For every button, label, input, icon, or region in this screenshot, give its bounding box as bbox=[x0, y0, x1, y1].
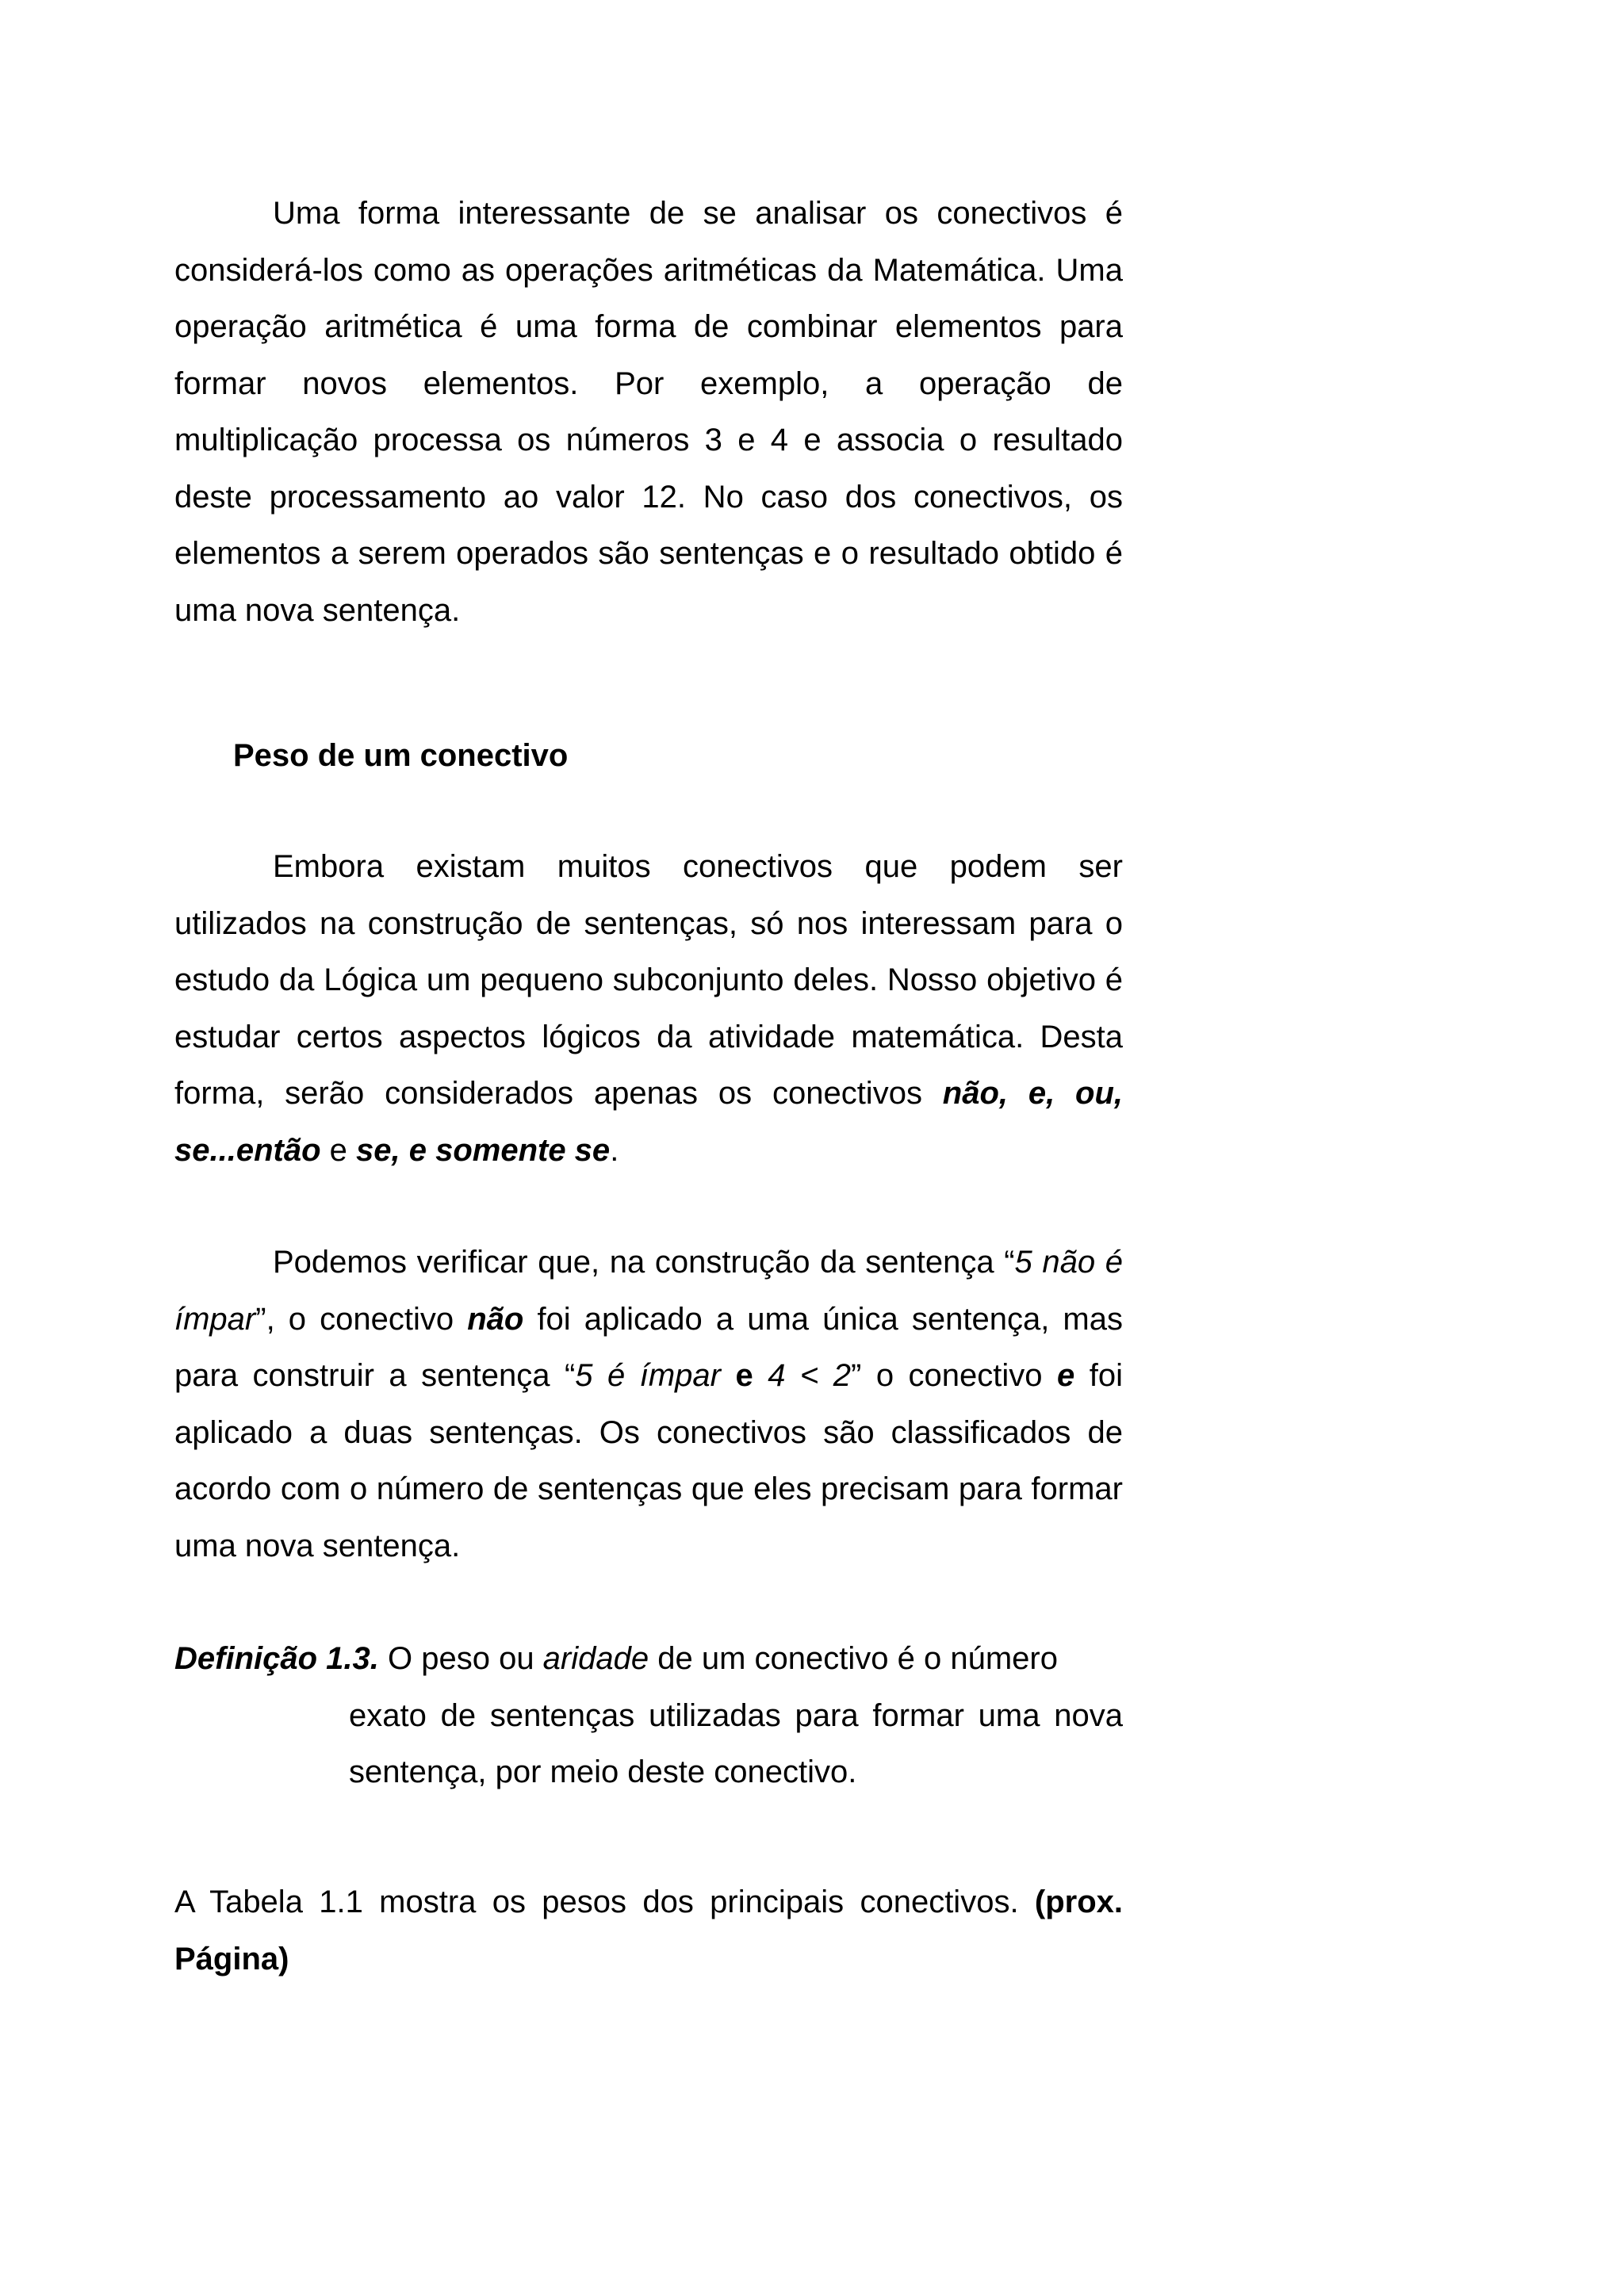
text-run: . bbox=[610, 1132, 619, 1168]
text-run: O peso ou bbox=[378, 1641, 543, 1676]
text-run: foi aplicado a duas sentenças. Os conectivos são classificados de acordo com o número de sentenças que eles precisam para formar uma nova sentença. bbox=[174, 1358, 1123, 1563]
paragraph-table-reference bbox=[174, 1874, 1123, 1988]
emphasis-e: e bbox=[1057, 1358, 1075, 1393]
text-run: de um conectivo é o número bbox=[649, 1641, 1058, 1676]
text-run bbox=[721, 1358, 735, 1393]
emphasis-nao: não bbox=[467, 1301, 524, 1337]
italic-sentence: 5 é ímpar bbox=[575, 1358, 721, 1393]
text-run: A Tabela 1.1 mostra os pesos dos principais conectivos. bbox=[174, 1885, 1035, 1919]
paragraph-text bbox=[174, 1234, 1123, 1575]
paragraph-text bbox=[174, 839, 1123, 1179]
text-run: e bbox=[320, 1132, 356, 1168]
paragraph-text bbox=[174, 1874, 1123, 1988]
text-run: ” o conectivo bbox=[851, 1358, 1058, 1393]
text-run: Podemos verificar que, na construção da sentença “ bbox=[273, 1245, 1015, 1280]
next-page-note: (prox. Página) bbox=[174, 1885, 1123, 1976]
bold-connective-e: e bbox=[735, 1358, 753, 1393]
paragraph-connectives-as-operations bbox=[174, 186, 1123, 639]
italic-sentence: 4 < 2 bbox=[768, 1358, 852, 1393]
paragraph-connective-example bbox=[174, 1234, 1123, 1575]
paragraph-connectives-of-interest bbox=[174, 839, 1123, 1179]
definition-block bbox=[174, 1631, 1123, 1801]
definition-label: Definição 1.3. bbox=[174, 1641, 379, 1676]
text-run: ”, o conectivo bbox=[255, 1301, 468, 1337]
italic-term-aridade: aridade bbox=[542, 1641, 649, 1676]
definition-first-line bbox=[174, 1631, 1123, 1688]
definition-continuation: exato de sentenças utilizadas para formar uma nova sentença, por meio deste conectivo. bbox=[349, 1697, 1123, 1789]
text-run bbox=[753, 1358, 768, 1393]
emphasis-connectives: não, e, ou, se...então bbox=[174, 1076, 1123, 1168]
paragraph-text: Uma forma interessante de se analisar os conectivos é considerá-los como as operações aritméticas da Matemática. Uma operação aritmética é uma forma de combinar elementos para formar novos elementos. Por exemplo, a operação de multiplicação processa os números 3 e 4 e associa o resultado deste processamento ao valor 12. No caso dos conectivos, os elementos a serem operados são sentenças e o resultado obtido é uma nova sentença. bbox=[174, 196, 1123, 628]
text-run: foi aplicado a uma única sentença, mas para construir a sentença “ bbox=[174, 1301, 1123, 1393]
section-heading: Peso de um conectivo bbox=[233, 738, 569, 773]
text-run: Embora existam muitos conectivos que podem ser utilizados na construção de sentenças, só nos interessam para o estudo da Lógica um pequeno subconjunto deles. Nosso objetivo é estudar certos aspectos lógicos da atividade matemática. Desta forma, serão considerados apenas os conectivos bbox=[174, 849, 1123, 1111]
emphasis-connective-iff: se, e somente se bbox=[356, 1132, 611, 1168]
italic-sentence: 5 não é ímpar bbox=[174, 1245, 1123, 1337]
